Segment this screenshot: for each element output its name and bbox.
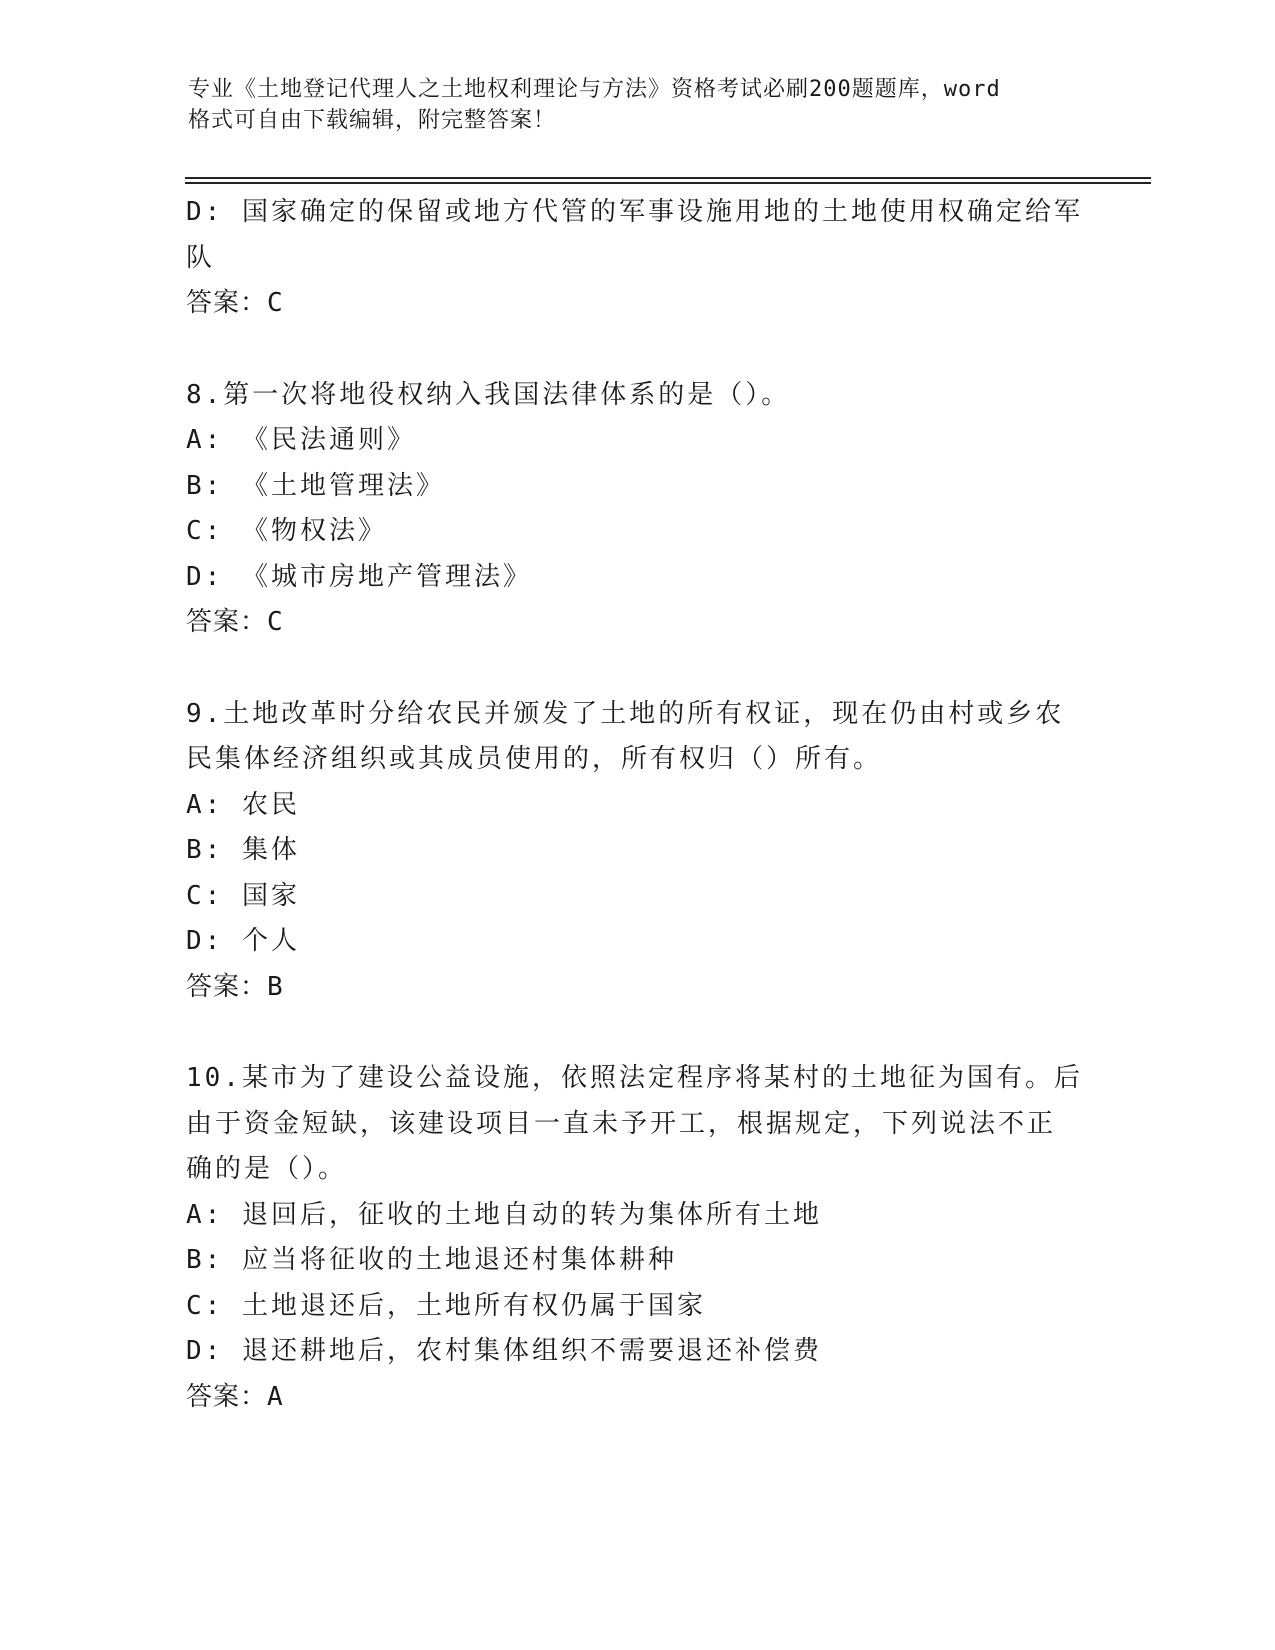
- option-d: D: 退还耕地后，农村集体组织不需要退还补偿费: [186, 1336, 822, 1366]
- option-b: B: 应当将征收的土地退还村集体耕种: [186, 1245, 677, 1275]
- answer-value: B: [267, 971, 284, 1002]
- answer-value: C: [267, 607, 284, 637]
- question-stem-continued: 由于资金短缺，该建设项目一直未予开工，根据规定，下列说法不正: [186, 1108, 1057, 1139]
- question-spacer: [186, 646, 1086, 692]
- header-title-line-1: 专业《土地登记代理人之土地权利理论与方法》资格考试必刷200题题库，word: [188, 77, 1001, 102]
- option-d: D: 《城市房地产管理法》: [186, 561, 532, 592]
- question-stem-continued: 民集体经济组织或其成员使用的，所有权归（）所有。: [186, 744, 883, 774]
- question-spacer: [186, 1010, 1086, 1056]
- option-a: A: 《民法通则》: [186, 425, 416, 455]
- header-divider-top: [185, 177, 1151, 179]
- answer-value: A: [267, 1381, 284, 1412]
- answer-label: 答案：: [186, 288, 268, 318]
- answer-label: 答案：: [186, 607, 268, 637]
- option-b: B: 集体: [186, 835, 300, 865]
- answer-label: 答案：: [186, 1381, 268, 1412]
- question-list: [186, 190, 1086, 1420]
- question-stem-continued: 确的是（）。: [186, 1154, 348, 1184]
- option-d: D: 个人: [186, 926, 300, 956]
- header-title-line-2: 格式可自由下载编辑，附完整答案！: [188, 108, 557, 133]
- header-divider-bottom: [185, 182, 1151, 184]
- option-c: C: 《物权法》: [186, 516, 387, 546]
- answer-line: [186, 281, 1086, 327]
- page-header: [188, 74, 1068, 136]
- question-9: [186, 692, 1086, 1011]
- question-stem: 10.某市为了建设公益设施，依照法定程序将某村的土地征为国有。后: [186, 1063, 1083, 1093]
- option-d-continued: 队: [186, 242, 216, 273]
- answer-label: 答案：: [186, 971, 268, 1002]
- answer-value: C: [267, 288, 284, 318]
- answer-line: [186, 965, 1086, 1011]
- option-c: C: 国家: [186, 880, 300, 911]
- question-7-tail: [186, 190, 1086, 327]
- question-stem: 8.第一次将地役权纳入我国法律体系的是（）。: [186, 379, 791, 410]
- question-8: [186, 373, 1086, 646]
- option-d: D: 国家确定的保留或地方代管的军事设施用地的土地使用权确定给军: [186, 197, 1083, 227]
- answer-line: [186, 600, 1086, 646]
- option-c: C: 土地退还后，土地所有权仍属于国家: [186, 1290, 706, 1321]
- question-spacer: [186, 327, 1086, 373]
- option-a: A: 退回后，征收的土地自动的转为集体所有土地: [186, 1199, 822, 1230]
- question-10: [186, 1056, 1086, 1420]
- option-a: A: 农民: [186, 789, 300, 820]
- question-stem: 9.土地改革时分给农民并颁发了土地的所有权证，现在仍由村或乡农: [186, 698, 1065, 729]
- option-b: B: 《土地管理法》: [186, 470, 445, 501]
- answer-line: [186, 1375, 1086, 1421]
